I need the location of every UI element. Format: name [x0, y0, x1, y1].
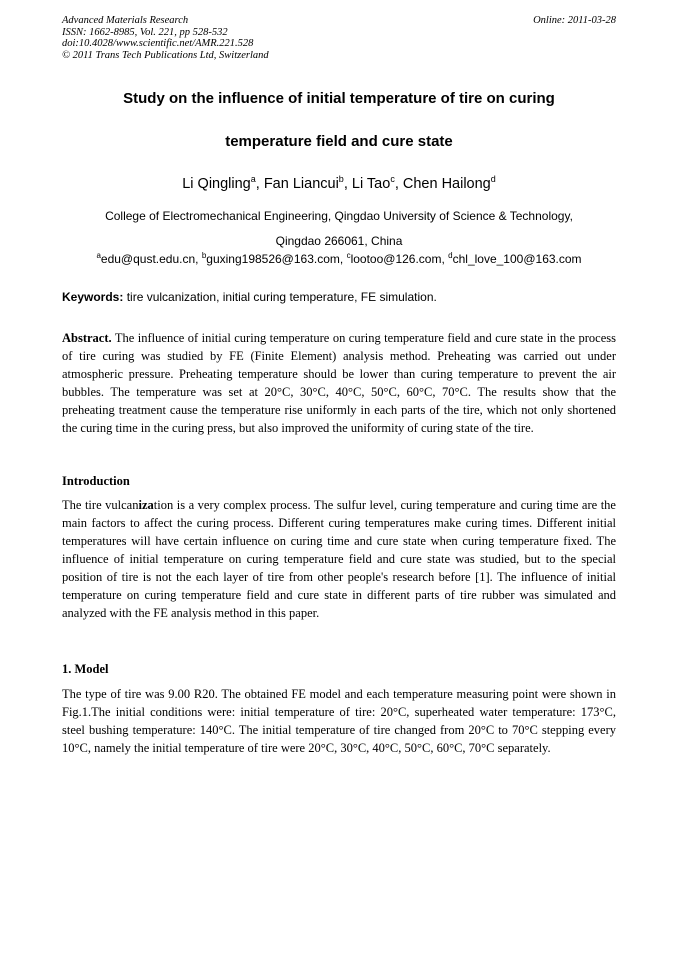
- abstract-label: Abstract.: [62, 331, 112, 345]
- journal-doi: doi:10.4028/www.scientific.net/AMR.221.528: [62, 38, 254, 49]
- keywords-label: Keywords:: [62, 290, 124, 304]
- email-list: [62, 251, 616, 267]
- affiliation-line-2: Qingdao 266061, China: [275, 234, 403, 248]
- author: Li Tao$^c$,: [351, 174, 403, 192]
- email-item[interactable]: $^d$chl_love_100@163.com: [448, 251, 582, 266]
- keywords: [62, 289, 616, 305]
- author-list: [62, 174, 616, 194]
- email-item[interactable]: $^c$lootoo@126.com,: [346, 251, 449, 266]
- paper-title-line-2: temperature field and cure state: [225, 133, 453, 150]
- author: Fan Liancui$^b$,: [263, 174, 352, 192]
- introduction-text: The tire vulcanization is a very complex process. The sulfur level, curing temperature and curing time are the main factors to affect the curing process. Different curing temperatures make curing times. Different initial temperatures will have certain influence on curing time and cure state when curing temperature fixed. The influence of initial temperature on curing temperature field and cure state was studied, but to the special position of tire is not the each layer of tire from other people's research before [1]. The influence of initial temperature on curing temperature field and cure state in different parts of tire rubber was simulated and analyzed with the FE analysis method in this paper.: [62, 498, 616, 620]
- abstract-text: The influence of initial curing temperature on curing temperature field and cure state in the process of tire curing was studied by FE (Finite Element) analysis method. Preheating was carried out under atmospheric pressure. Preheating temperature should be lower than curing temperature to prevent the air bubbles. The temperature was set at 20°C, 30°C, 40°C, 50°C, 60°C, 70°C. The results show that the preheating treatment cause the temperature rise uniformly in each parts of the tire, which not only shortened the curing time in the curing press, but also improved the uniformity of curing state of the tire.: [62, 331, 616, 435]
- journal-header: [62, 15, 616, 61]
- email-item[interactable]: $^b$guxing198526@163.com,: [201, 251, 347, 266]
- section-heading-model: 1. Model: [62, 662, 109, 676]
- author: Li Qingling$^a$,: [182, 174, 264, 192]
- paper-title-line-1: Study on the influence of initial temperature of tire on curing: [123, 90, 555, 107]
- affiliation-line-1: College of Electromechanical Engineering, Qingdao University of Science & Technology,: [105, 209, 573, 223]
- journal-copyright: © 2011 Trans Tech Publications Ltd, Switzerland: [62, 49, 269, 61]
- journal-issn: ISSN: 1662-8985, Vol. 221, pp 528-532: [62, 26, 228, 38]
- section-heading-introduction: Introduction: [62, 474, 130, 488]
- email-item[interactable]: $^a$edu@qust.edu.cn,: [96, 251, 202, 266]
- online-date: Online: 2011-03-28: [533, 15, 616, 26]
- journal-name: Advanced Materials Research: [62, 15, 189, 26]
- author: Chen Hailong$^d$: [402, 174, 496, 192]
- model-text: The type of tire was 9.00 R20. The obtained FE model and each temperature measuring point were shown in Fig.1.The initial conditions were: initial temperature of tire: 20°C, superheated water temperature: 173°C, steel bushing temperature: 140°C. The initial temperature of tire changed from 20°C to 70°C stepping every 10°C, namely the initial temperature of tire were 20°C, 30°C, 40°C, 50°C, 60°C, 70°C separately.: [62, 687, 616, 755]
- abstract: [62, 329, 616, 437]
- keywords-text: tire vulcanization, initial curing temperature, FE simulation.: [123, 290, 437, 304]
